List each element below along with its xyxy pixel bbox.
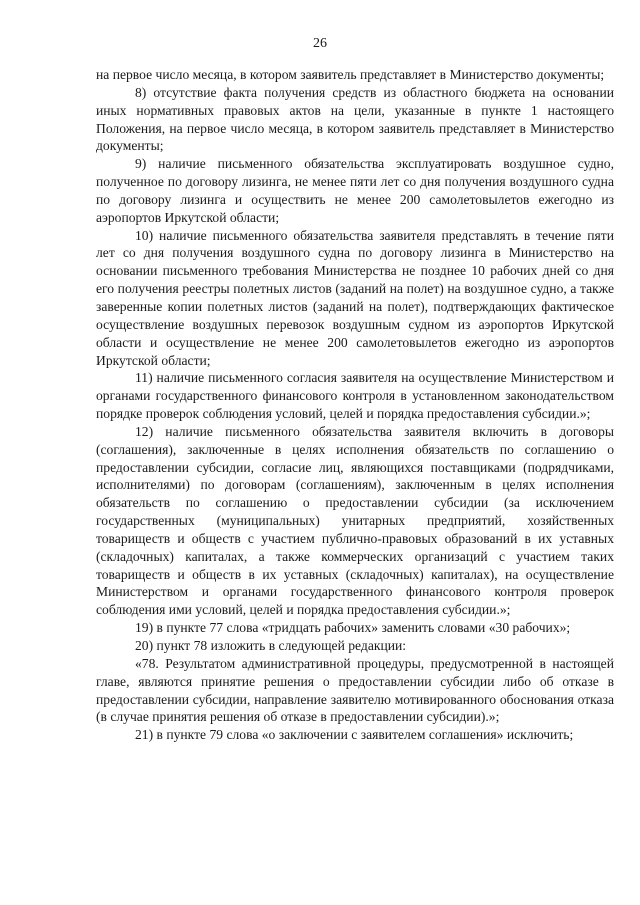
page-number: 26 (313, 36, 327, 51)
paragraph-item-8: 8) отсутствие факта получения средств из областного бюджета на основании иных нормативных правовых актов на цели, указанные в пункте 1 настоящего Положения, на первое число месяца, в котором заявитель представляет в Министерство документы; (96, 84, 614, 154)
paragraph-item-10: 10) наличие письменного обязательства заявителя представлять в течение пяти лет со дня получения воздушного судна по договору лизинга в Министерство на основании письменного требования Министерства не позднее 10 рабочих дней со дня его получения реестры полетных листов (заданий на полет) на воздушное судно, а также заверенные копии полетных листов (заданий на полет), подтверждающих фактическое осуществление воздушных перевозок воздушным судном из аэропортов Иркутской области и осуществление не менее 200 самолетовылетов ежегодно из аэропортов Иркутской области; (96, 227, 614, 368)
paragraph-clause-78: «78. Результатом административной процедуры, предусмотренной в настоящей главе, являются принятие решения о предоставлении субсидии либо об отказе в предоставлении субсидии, направление заявителю мотивированного обоснования отказа (в случае принятия решения об отказе в предоставлении субсидии).»; (96, 655, 614, 725)
paragraph-item-21: 21) в пункте 79 слова «о заключении с заявителем соглашения» исключить; (135, 727, 574, 743)
paragraph-continuation: на первое число месяца, в котором заявитель представляет в Министерство документы; (96, 67, 605, 82)
document-body (96, 66, 614, 744)
paragraph-item-11: 11) наличие письменного согласия заявителя на осуществление Министерством и органами государственного финансового контроля в установленном законодательством порядке проверок соблюдения условий, целей и порядка предоставления субсидии.»; (96, 370, 614, 422)
paragraph-item-19: 19) в пункте 77 слова «тридцать рабочих» заменить словами «30 рабочих»; (135, 620, 571, 636)
paragraph-item-20: 20) пункт 78 изложить в следующей редакции: (135, 638, 407, 653)
paragraph-item-9: 9) наличие письменного обязательства эксплуатировать воздушное судно, полученное по договору лизинга, не менее пяти лет со дня получения воздушного судна по договору лизинга и осуществить не менее 200 самолетовылетов ежегодно из аэропортов Иркутской области; (96, 156, 614, 225)
paragraph-item-12: 12) наличие письменного обязательства заявителя включить в договоры (соглашения), заключенные в целях исполнения обязательств по соглашению о предоставлении субсидии, согласие лиц, являющихся поставщиками (подрядчиками, исполнителями) по договорам (соглашениям), заключенным в целях исполнения обязательств по соглашению о предоставлении субсидии (за исключением государственных (муниципальных) унитарных предприятий, хозяйственных товариществ и обществ с участием публично-правовых образований в их уставных (складочных) капиталах, а также коммерческих организаций с участием таких товариществ и обществ в их уставных (складочных) капиталах), на осуществление Министерством и органами государственного финансового контроля проверок соблюдения ими условий, целей и порядка предоставления субсидии.»; (96, 423, 614, 618)
